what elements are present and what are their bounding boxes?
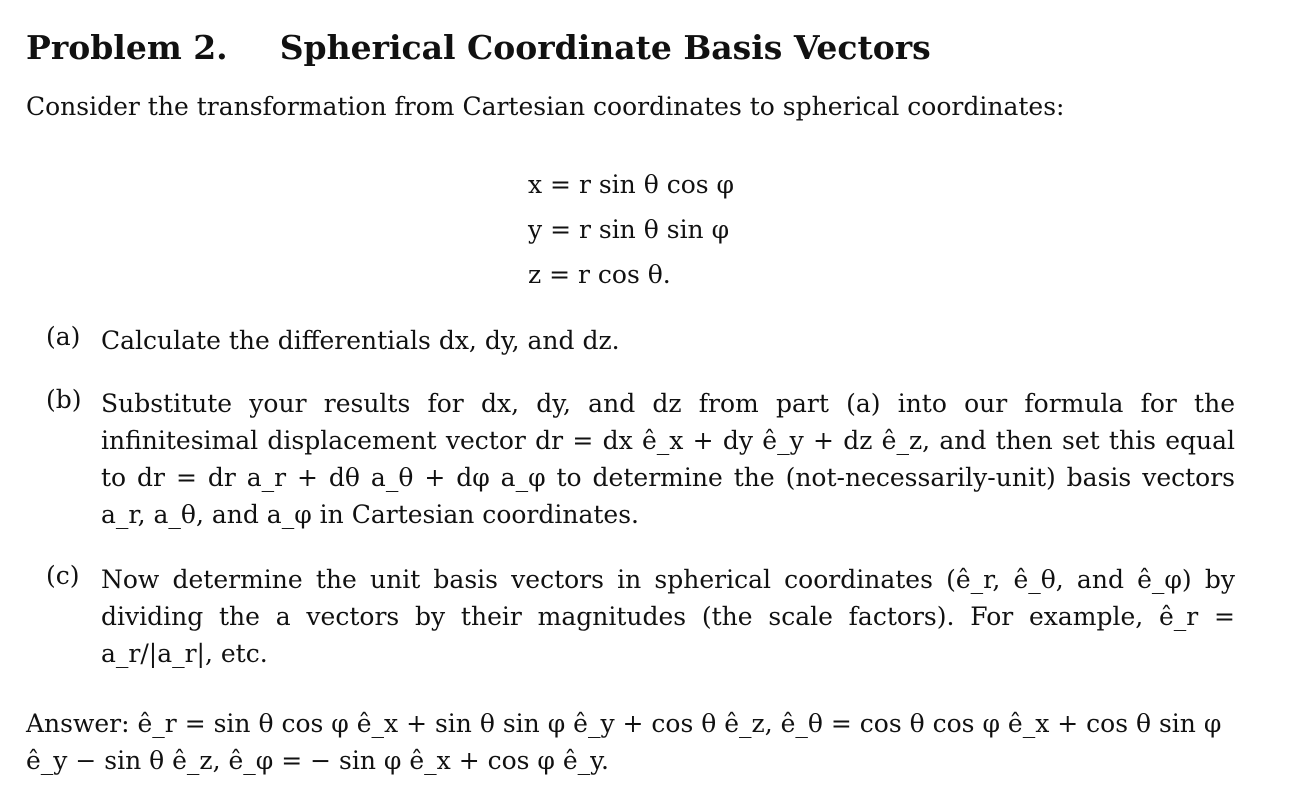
problem-title: Spherical Coordinate Basis Vectors [279, 28, 931, 67]
equation-x: x = r sin θ cos φ [528, 170, 735, 199]
answer-text: Answer: ê_r = sin θ cos φ ê_x + sin θ sin φ ê_y + cos θ ê_z, ê_θ = cos θ cos φ ê_x + cos θ sin φ ê_y − sin θ ê_z, ê_φ = − sin φ ê_x + cos φ ê_y. [26, 709, 1222, 775]
part-a-text: Calculate the differentials dx, dy, and dz. [101, 326, 620, 355]
part-b-label: (b) [46, 385, 82, 414]
part-a-label: (a) [46, 322, 81, 351]
problem-intro: Consider the transformation from Cartesian coordinates to spherical coordinates: [26, 92, 1065, 121]
equation-y: y = r sin θ sin φ [528, 215, 730, 244]
equation-z: z = r cos θ. [528, 260, 671, 289]
problem-number: Problem 2. [26, 28, 228, 67]
part-c-label: (c) [46, 561, 80, 590]
part-b-text: Substitute your results for dx, dy, and dz from part (a) into our formula for the infinitesimal displacement vector dr = dx ê_x + dy ê_y + dz ê_z, and then set this equal to dr = dr a_r + dθ a_θ + dφ a_φ to determine the (not-necessarily-unit) basis vectors a_r, a_θ, and a_φ in Cartesian coordinates. [101, 389, 1235, 529]
problem-heading [26, 28, 931, 67]
part-c-text: Now determine the unit basis vectors in spherical coordinates (ê_r, ê_θ, and ê_φ) by dividing the a vectors by their magnitudes (the scale factors). For example, ê_r = a_r/|a_r|, etc. [101, 565, 1235, 668]
equation-block [528, 162, 734, 297]
